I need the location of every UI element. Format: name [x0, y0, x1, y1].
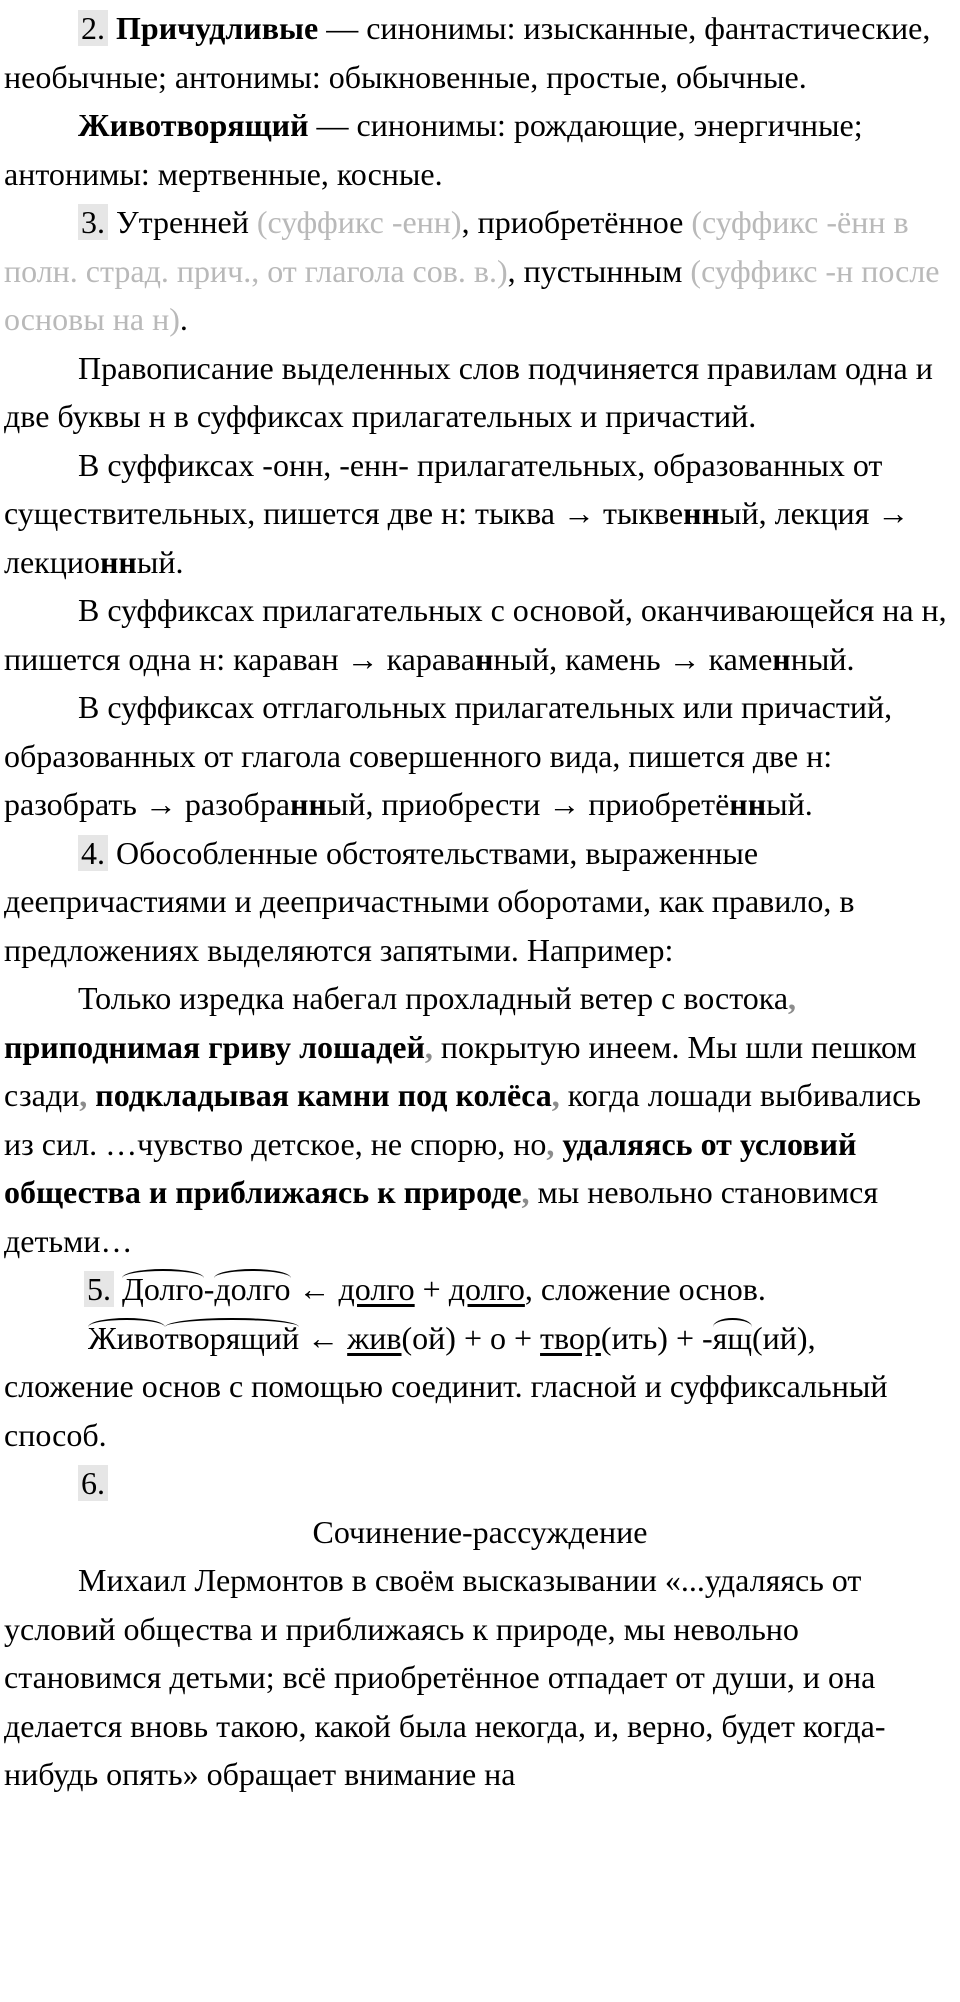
- bold-letters: н: [474, 640, 494, 677]
- comma: ,: [546, 1125, 555, 1162]
- text: Утренней: [108, 204, 257, 240]
- item-number: 4.: [78, 835, 108, 871]
- participial-phrase: приподнимая гриву лошадей: [4, 1028, 425, 1065]
- text: ый.: [136, 543, 184, 580]
- text: -: [203, 1271, 215, 1307]
- text: ый, лекция → лекцио: [4, 495, 910, 580]
- bold-letters: нн: [683, 495, 720, 531]
- bold-letters: н: [772, 640, 791, 677]
- item-number: 3.: [78, 204, 108, 240]
- text: (ий),: [752, 1319, 816, 1356]
- word-part: [122, 1271, 204, 1307]
- text: Только изредка набегал прохладный ветер с востока: [78, 980, 789, 1016]
- bold-letters: нн: [290, 786, 327, 822]
- root-part: Долго: [122, 1265, 204, 1314]
- item-3-paragraph: [0, 198, 960, 344]
- word-part: [214, 1271, 290, 1307]
- item-5-line-3: сложение основ с помощью соединит. гласной и суффиксальный способ.: [4, 1368, 888, 1453]
- comma: ,: [788, 980, 797, 1016]
- rule-paragraph-1: Правописание выделенных слов подчиняется правилам одна и две буквы н в суффиксах прилагательных и причастий.: [4, 349, 933, 434]
- text: +: [414, 1271, 449, 1307]
- text: ←: [290, 1271, 339, 1307]
- example-paragraph: [0, 974, 960, 1265]
- text: покрытую инеем. Мы шли пешком сзади: [4, 1028, 917, 1113]
- rule-paragraph-4: [0, 683, 960, 829]
- item-number: 6.: [78, 1465, 108, 1501]
- rule-paragraph-2: [0, 441, 960, 587]
- text: ный, камень → каме: [493, 640, 773, 677]
- item-5-line-2: [0, 1314, 960, 1363]
- bold-letters: нн: [729, 786, 767, 822]
- item-2-paragraph-1: [0, 4, 960, 101]
- text: (ой) + о +: [401, 1319, 541, 1356]
- root-part: творящий: [165, 1314, 299, 1363]
- text: (ить) + -: [600, 1319, 713, 1356]
- root-part: Живо: [88, 1314, 165, 1363]
- root-part: долго: [214, 1265, 290, 1314]
- text: , приобретённое: [461, 204, 692, 240]
- text: ный.: [790, 640, 855, 677]
- term-text: — синонимы: рождающие, энергичные; антонимы: мертвенные, косные.: [4, 107, 863, 192]
- comma: ,: [424, 1028, 433, 1065]
- item-number: 2.: [78, 10, 108, 46]
- text: ←: [299, 1319, 348, 1356]
- base-word: долго: [448, 1271, 525, 1307]
- text: .: [179, 301, 188, 337]
- text: мы невольно становимся детьми…: [4, 1174, 879, 1259]
- base-word: твор: [540, 1319, 601, 1356]
- item-number: 5.: [84, 1271, 114, 1307]
- text: , пустынным: [507, 252, 691, 289]
- comma: ,: [79, 1077, 88, 1113]
- text: Обособленные обстоятельствами, выраженные деепричастиями и деепричастными оборотами, как правило, в предложениях выделяются запятыми. Например:: [4, 834, 855, 968]
- base-word: жив: [347, 1319, 402, 1356]
- comma: ,: [521, 1174, 530, 1210]
- essay-title: Сочинение-рассуждение: [312, 1513, 648, 1550]
- rule-paragraph-3: [0, 586, 960, 683]
- base-word: долго: [338, 1271, 415, 1307]
- bold-letters: нн: [99, 543, 137, 580]
- item-4-paragraph: [0, 829, 960, 975]
- essay-paragraph-1: Михаил Лермонтов в своём высказывании «...удаляясь от условий общества и приближаясь к природе, мы невольно становимся детьми; всё приобретённое отпадает от души, и она делается вновь такою, какой была некогда, и, верно, будет когда-нибудь опять» обращает внимание на: [4, 1562, 886, 1792]
- text: ый.: [766, 786, 813, 822]
- item-2-paragraph-2: [0, 101, 960, 198]
- term-text: — синонимы: изысканные, фантастические, необычные; антонимы: обыкновенные, простые, обычные.: [4, 10, 931, 95]
- text: , сложение основ.: [524, 1271, 766, 1307]
- text: когда лошади выбивались из сил. …чувство детское, не спорю, но: [4, 1077, 922, 1162]
- term-word: Причудливые: [116, 10, 319, 46]
- participial-phrase: удаляясь от условий общества и приближаясь к природе: [4, 1125, 857, 1210]
- text: ый, приобрести → приобретё: [326, 786, 730, 822]
- item-5-line-1: [0, 1265, 960, 1314]
- item-6-paragraph: [0, 1459, 960, 1508]
- participial-phrase: подкладывая камни под колёса: [95, 1077, 552, 1113]
- suffix-part: ящ: [713, 1314, 752, 1363]
- gray-note: (суффикс -ённ в полн. страд. прич., от глагола сов. в.): [4, 204, 909, 289]
- gray-note: (суффикс -н после основы на н): [4, 252, 940, 337]
- term-word: Животворящий: [78, 107, 309, 143]
- text: В суффиксах прилагательных с основой, оканчивающейся на н, пишется одна н: караван → карава: [4, 592, 947, 677]
- text: В суффиксах отглагольных прилагательных или причастий, образованных от глагола совершенного вида, пишется две н: разобрать → разобра: [4, 689, 893, 822]
- comma: ,: [551, 1077, 560, 1113]
- text: В суффиксах -онн, -енн- прилагательных, образованных от существительных, пишется две н: тыква → тыкве: [4, 446, 883, 531]
- gray-note: (суффикс -енн): [256, 204, 462, 240]
